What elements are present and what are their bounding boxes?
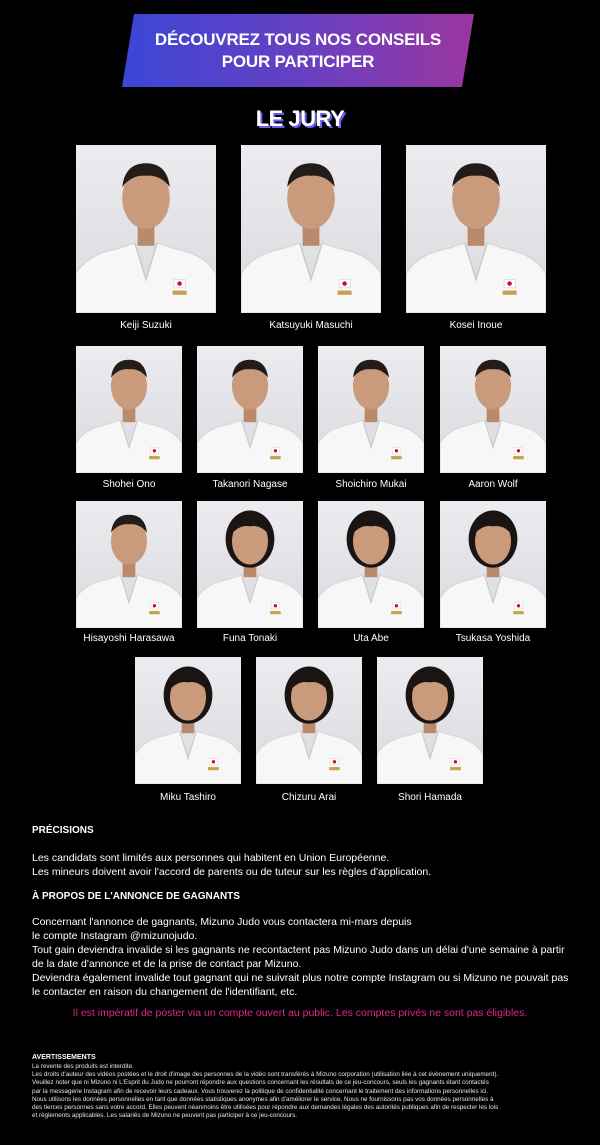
jury-member-photo bbox=[318, 501, 424, 628]
precisions-line-2: Les mineurs doivent avoir l'accord de parents ou de tuteur sur les règles d'application. bbox=[32, 866, 432, 878]
annonce-line-3: Tout gain deviendra invalide si les gagnants ne recontactent pas Mizuno Judo dans un délai d'une semaine à partir bbox=[32, 944, 565, 956]
jury-member-name: Katsuyuki Masuchi bbox=[269, 320, 353, 331]
jury-member-card bbox=[377, 657, 483, 806]
public-account-notice: Il est impératif de poster via un compte ouvert au public. Les comptes privés ne sont pas éligibles. bbox=[72, 1007, 528, 1019]
jury-member-card bbox=[318, 501, 424, 647]
jury-member-photo bbox=[76, 501, 182, 628]
avertissements-text bbox=[32, 1063, 577, 1120]
jury-title: LE JURY bbox=[255, 106, 345, 131]
jury-member-name: Chizuru Arai bbox=[281, 792, 337, 803]
jury-member-name: Tsukasa Yoshida bbox=[455, 633, 531, 644]
jury-member-photo bbox=[197, 346, 303, 473]
jury-member-card bbox=[241, 145, 381, 334]
annonce-line-2: le compte Instagram @mizunojudo. bbox=[32, 930, 198, 942]
jury-member-name: Shori Hamada bbox=[398, 792, 462, 803]
jury-member-card bbox=[440, 346, 546, 493]
warning-line: par la messagerie Instagram afin de recevoir leurs cadeaux. Vous trouverez la politique de confidentialité concernant le traitement des informations personnelles ici. bbox=[32, 1087, 489, 1095]
annonce-title: À PROPOS DE L'ANNONCE DE GAGNANTS bbox=[32, 891, 240, 902]
jury-member-card bbox=[76, 501, 182, 647]
jury-member-name: Funa Tonaki bbox=[222, 633, 278, 644]
warning-line: La revente des produits est interdite. bbox=[32, 1063, 134, 1070]
annonce-line-1: Concernant l'annonce de gagnants, Mizuno Judo vous contactera mi-mars depuis bbox=[32, 916, 412, 928]
annonce-line-4: de la date d'annonce et de la prise de contact par Mizuno. bbox=[32, 958, 302, 970]
jury-member-photo bbox=[377, 657, 483, 784]
warning-line: des tierces personnes sans votre accord. Elles peuvent néanmoins être utilisées pour répondre aux demandes légales des autorités publiques afin de respecter les lois bbox=[32, 1104, 499, 1112]
jury-member-card bbox=[197, 501, 303, 647]
jury-member-name: Hisayoshi Harasawa bbox=[83, 633, 175, 644]
annonce-line-5: Deviendra également invalide tout gagnant qui ne suivrait plus notre compte Instagram ou si Mizuno ne pouvait pas bbox=[32, 972, 569, 984]
jury-member-photo bbox=[318, 346, 424, 473]
warning-line: Les droits d'auteur des vidéos postées et le droit d'image des personnes de la vidéo sont transférés à Mizuno corporation (utilisation liée à cet évènement uniquement). bbox=[32, 1071, 499, 1079]
jury-member-photo bbox=[76, 145, 216, 313]
jury-member-photo bbox=[76, 346, 182, 473]
jury-member-card bbox=[135, 657, 241, 806]
jury-member-name: Shoichiro Mukai bbox=[335, 479, 407, 490]
jury-member-photo bbox=[440, 501, 546, 628]
jury-member-photo bbox=[241, 145, 381, 313]
jury-member-name: Takanori Nagase bbox=[212, 479, 288, 490]
jury-member-name: Kosei Inoue bbox=[449, 320, 503, 331]
precisions-line-1: Les candidats sont limités aux personnes qui habitent en Union Européenne. bbox=[32, 852, 390, 864]
warning-line: Nous utilisons les données personnelles en tant que données statistiques anonymes afin d'améliorer le service. Nous ne fournissons pas vos données personnelles à bbox=[32, 1095, 494, 1103]
warning-line: Veuillez noter que ni Mizuno ni L'Esprit du Judo ne pourront répondre aux questions concernant les résultats de ce jeu-concours, seuls les gagnants étant contactés bbox=[32, 1079, 489, 1087]
jury-member-name: Miku Tashiro bbox=[160, 792, 216, 803]
warning-line: et règlements applicables. Les salariés de Mizuno ne peuvent pas participer à ce jeu-concours. bbox=[32, 1112, 297, 1120]
annonce-line-6: le contacter en raison du changement de l'identifiant, etc. bbox=[32, 986, 298, 998]
jury-member-photo bbox=[256, 657, 362, 784]
jury-member-card bbox=[318, 346, 424, 493]
jury-member-card bbox=[406, 145, 546, 334]
jury-member-card bbox=[256, 657, 362, 806]
jury-member-photo bbox=[197, 501, 303, 628]
jury-member-name: Shohei Ono bbox=[102, 479, 156, 490]
jury-member-card bbox=[76, 145, 216, 334]
jury-member-photo bbox=[406, 145, 546, 313]
banner-line-1: DÉCOUVREZ TOUS NOS CONSEILS bbox=[154, 29, 442, 49]
jury-member-card bbox=[440, 501, 546, 647]
jury-member-card bbox=[76, 346, 182, 493]
banner-line-2: POUR PARTICIPER bbox=[221, 51, 375, 71]
avertissements-title: AVERTISSEMENTS bbox=[32, 1054, 96, 1061]
jury-member-name: Keiji Suzuki bbox=[120, 320, 172, 331]
jury-member-name: Aaron Wolf bbox=[468, 479, 518, 490]
participation-tips-banner[interactable] bbox=[122, 14, 474, 87]
jury-member-photo bbox=[135, 657, 241, 784]
precisions-title: PRÉCISIONS bbox=[32, 825, 94, 836]
jury-member-name: Uta Abe bbox=[353, 633, 389, 644]
jury-member-photo bbox=[440, 346, 546, 473]
jury-member-card bbox=[197, 346, 303, 493]
